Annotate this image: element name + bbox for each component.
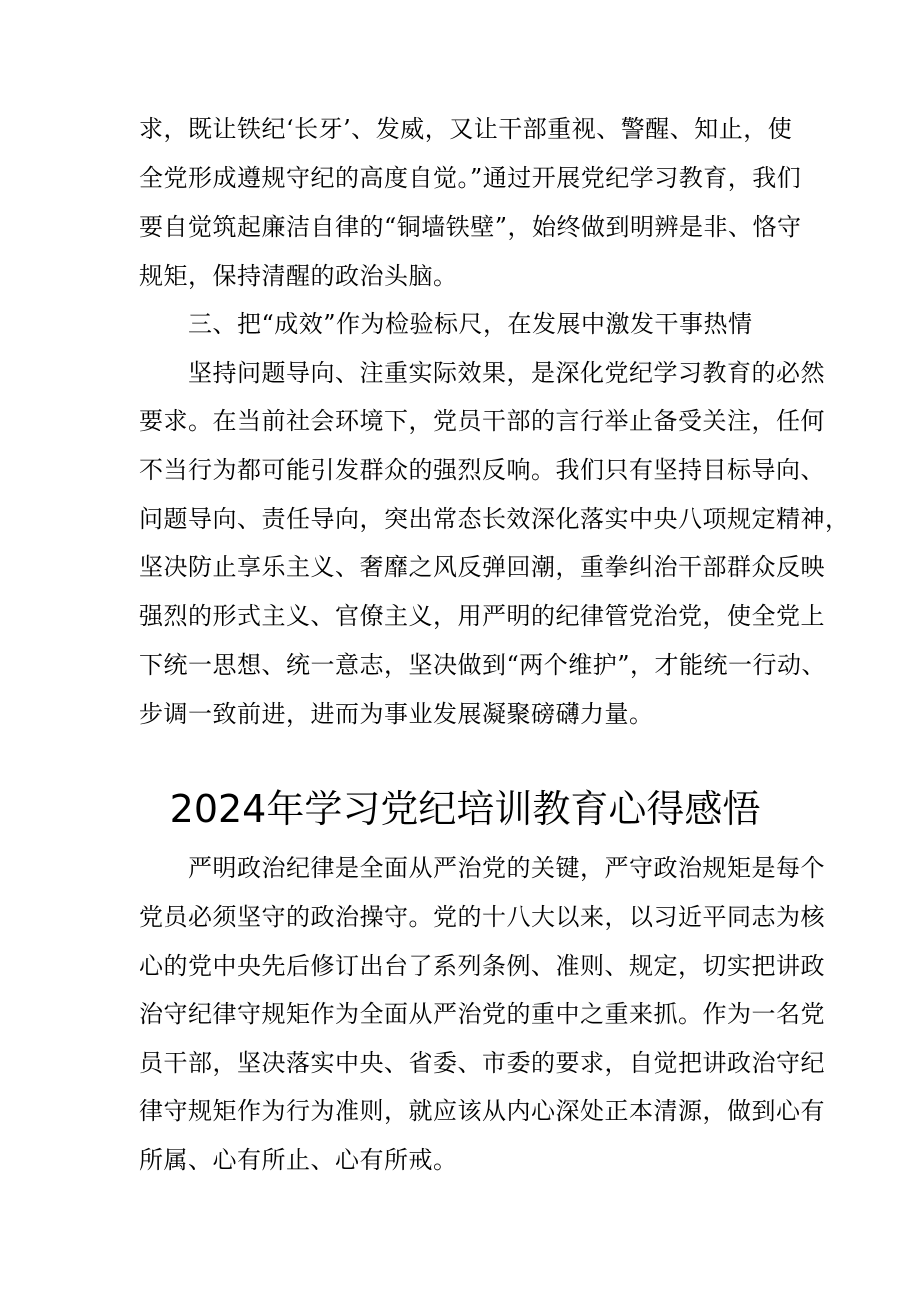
paragraph-line: 坚持问题导向、注重实际效果，是深化党纪学习教育的必然 [188,359,825,387]
paragraph-line: 律守规矩作为行为准则，就应该从内心深处正本清源，做到心有 [139,1097,825,1125]
section-heading: 三、把“成效”作为检验标尺，在发展中激发干事热情 [188,310,753,338]
paragraph-line: 心的党中央先后修订出台了系列条例、准则、规定，切实把讲政 [139,952,825,980]
paragraph-line: 求，既让铁纪‘长牙’、发威，又让干部重视、警醒、知止，使 [139,115,793,143]
paragraph-line: 问题导向、责任导向，突出常态长效深化落实中央八项规定精神， [139,505,850,533]
paragraph-line: 要求。在当前社会环境下，党员干部的言行举止备受关注，任何 [139,407,825,435]
paragraph-line: 不当行为都可能引发群众的强烈反响。我们只有坚持目标导向、 [139,456,825,484]
article-title: 2024年学习党纪培训教育心得感悟 [169,787,761,831]
paragraph-line: 强烈的形式主义、官僚主义，用严明的纪律管党治党，使全党上 [139,602,825,630]
paragraph-line: 下统一思想、统一意志，坚决做到“两个维护”，才能统一行动、 [139,651,827,679]
paragraph-line: 治守纪律守规矩作为全面从严治党的重中之重来抓。作为一名党 [139,1000,825,1028]
paragraph-line: 严明政治纪律是全面从严治党的关键，严守政治规矩是每个 [188,854,825,882]
paragraph-line: 所属、心有所止、心有所戒。 [139,1146,458,1174]
paragraph-line: 要自觉筑起廉洁自律的“铜墙铁壁”，始终做到明辨是非、恪守 [139,213,802,241]
paragraph-line: 坚决防止享乐主义、奢靡之风反弹回潮，重拳纠治干部群众反映 [139,553,825,581]
paragraph-line: 党员必须坚守的政治操守。党的十八大以来，以习近平同志为核 [139,903,825,931]
paragraph-line: 步调一致前进，进而为事业发展凝聚磅礴力量。 [139,700,654,728]
paragraph-line: 全党形成遵规守纪的高度自觉。”通过开展党纪学习教育，我们 [139,164,802,192]
paragraph-line: 员干部，坚决落实中央、省委、市委的要求，自觉把讲政治守纪 [139,1049,825,1077]
paragraph-line: 规矩，保持清醒的政治头脑。 [139,262,458,290]
